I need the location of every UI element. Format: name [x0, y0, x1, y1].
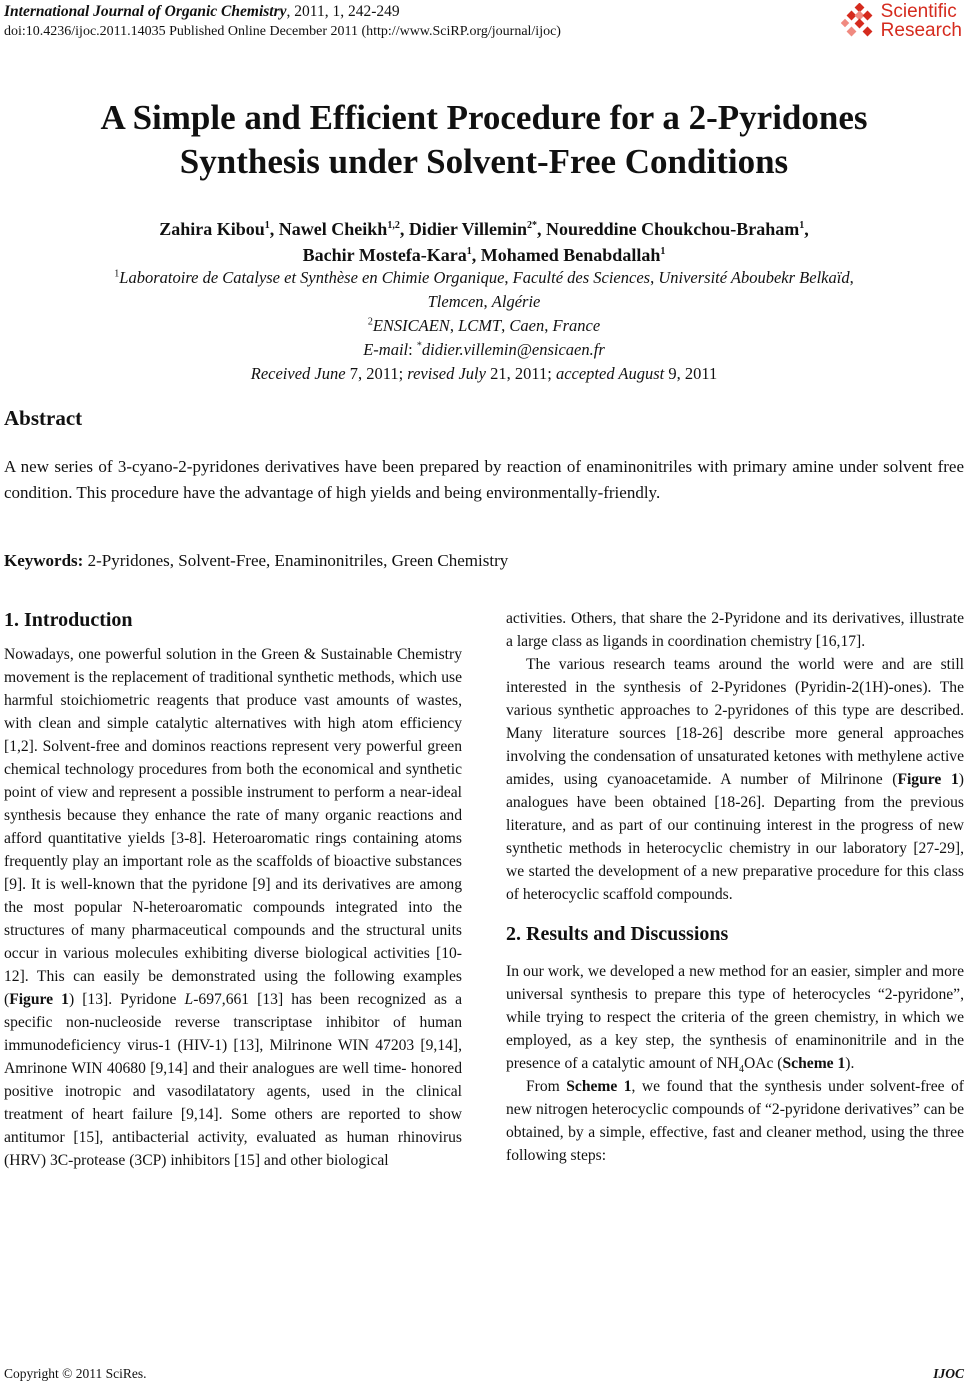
paper-title: [0, 96, 968, 184]
results-heading: 2. Results and Discussions: [506, 923, 729, 945]
text-run: ) analogues have been obtained [18-26]. Departing from the previous literature, and as part of our continuing interest in the progress of new synthetic methods in heterocyclic chemistry in our laboratory [27-29], we started the development of a new preparative procedure for this class of heterocyclic scaffold compounds.: [506, 771, 964, 903]
dates-line: [0, 362, 968, 386]
affiliations: [0, 266, 968, 386]
abstract-text: A new series of 3-cyano-2-pyridones derivatives have been prepared by reaction of enaminonitriles with primary amine under solvent free condition. This procedure have the advantage of high yields and being environmentally-friendly.: [4, 457, 964, 502]
title-line-2: Synthesis under Solvent-Free Conditions: [179, 142, 789, 181]
logo-text-scientific: Scientific: [880, 1, 957, 22]
author-name: Didier Villemin: [408, 219, 527, 239]
author-affiliation-mark: 1: [660, 246, 666, 257]
author-name: Nawel Cheikh: [278, 219, 388, 239]
doi-line: doi:10.4236/ijoc.2011.14035 Published Online December 2011 (http://www.SciRP.org/journal/ijoc): [4, 24, 561, 39]
text-run: In our work, we developed a new method for an easier, simpler and more universal synthesis to prepare this type of heterocycles “2-pyridone”, while trying to respect the criteria of the green chemistry, in which we employed, as a key step, the synthesis of enaminonitrile and in the presence of a catalytic amount of NH: [506, 963, 964, 1072]
affiliation-mark: 1: [114, 268, 120, 280]
intro-paragraph-2: [506, 653, 964, 906]
author-affiliation-mark: 2*: [526, 220, 537, 231]
email-line: E-mail: *didier.villemin@ensicaen.fr: [363, 340, 605, 359]
right-column: [506, 607, 964, 1167]
intro-paragraph-1: [4, 643, 462, 1172]
left-column: [4, 606, 462, 1172]
received-date: 7, 2011;: [345, 364, 408, 383]
abstract-heading: Abstract: [4, 406, 83, 430]
title-line-1: A Simple and Efficient Procedure for a 2-Pyridones: [100, 98, 868, 137]
keywords-text: 2-Pyridones, Solvent-Free, Enaminonitriles, Green Chemistry: [87, 551, 509, 570]
author-affiliation-mark: 1,2: [387, 220, 400, 231]
figure-reference[interactable]: Figure 1: [9, 991, 69, 1008]
journal-citation: , 2011, 1, 242-249: [286, 3, 400, 20]
affiliation-school: ENSICAEN: [372, 316, 450, 335]
author-name: Bachir Mostefa-Kara: [302, 245, 467, 265]
keywords-line: [4, 551, 508, 571]
journal-abbreviation: IJOC: [933, 1366, 964, 1381]
author-affiliation-mark: 1: [466, 246, 472, 257]
text-run: L: [184, 991, 194, 1008]
author-affiliation-mark: 1: [799, 220, 805, 231]
affiliation-2: $^2$ENSICAEN, LCMT, Caen, France: [367, 316, 601, 335]
text-run: The various research teams around the world were and are still interested in the synthesis of 2-Pyridones (Pyridin-2(1H)-ones). The various synthetic approaches to 2-pyridones of this type are described. Many literature sources [18-26] describe more general approaches involving the condensation of unsaturated ketones with methylene active amides, using cyanoacetamide. A number of Milrinone (: [506, 656, 964, 788]
running-header: [4, 2, 561, 42]
journal-name: International Journal of Organic Chemistry: [4, 3, 287, 20]
scheme-reference[interactable]: Scheme 1: [782, 1055, 846, 1072]
text-run: Nowadays, one powerful solution in the Green & Sustainable Chemistry movement is the replacement of traditional synthetic methods, which use harmful stoichiometric reagents that produce vast amounts of wastes, with clean and simple catalytic alternatives with high atom efficiency [1,2]. Solvent-free and dominos reactions represent very powerful green chemical technology procedures from both the economical and synthetic point of view and represent a possible instrument to perform a near-ideal synthesis because they enhance the rate of many organic reactions and afford quantitative yields [3-8]. Heteroaromatic rings containing atoms frequently play an important role as the scaffolds of bioactive substances [9]. It is well-known that the pyridone [9] and its derivatives are among the most popular N-heteroaromatic compounds integrated into the structures of many pharmaceutical compounds and the structural units occur in various molecules exhibiting diverse biological activities [10-12]. This can easily be demonstrated using the following examples (: [4, 646, 462, 1008]
affiliation-country: France: [552, 316, 601, 335]
results-paragraph-1: [506, 960, 964, 1075]
figure-reference[interactable]: Figure 1: [897, 771, 959, 788]
author-name: Zahira Kibou: [159, 219, 265, 239]
text-run: ) [13]. Pyridone: [68, 991, 185, 1008]
author-name: Noureddine Choukchou-Braham: [545, 219, 800, 239]
results-paragraph-2: [506, 1075, 964, 1167]
affiliation-city: Tlemcen: [427, 292, 484, 311]
text-run: OAc (: [743, 1055, 783, 1072]
affiliation-faculty: Faculté des Sciences: [512, 268, 651, 287]
affiliation-1: $^1$Laboratoire de Catalyse et Synthèse en Chimie Organique, Faculté des Sciences, Université Aboubekr Belkaïd,: [114, 268, 854, 287]
text-run: -697,661 [13] has been recognized as a specific non-nucleoside reverse transcriptase inhibitor of human immunodeficiency virus-1 (HIV-1) [13], Milrinone WIN 47203 [9,14], Amrinone WIN 40680 [9,14] and their analogues are well time- honored positive inotropic and vasodilatatory agents, used in the clinical treatment of heart failure [9,14]. Some others are reported to show antitumor [15], antibacterial activity, evaluated as human rhinovirus (HRV) 3C-protease (3CP) inhibitors [15] and other biological: [4, 991, 462, 1169]
accepted-label: accepted August: [555, 364, 665, 383]
text-run: , we found that the synthesis under solvent-free of new nitrogen heterocyclic compounds of “2-pyridone derivatives” can be obtained, by a simple, effective, fast and cleaner method, using the three following steps:: [506, 1078, 964, 1164]
revised-date: 21, 2011;: [485, 364, 556, 383]
received-label: Received June: [250, 364, 346, 383]
keywords-label: Keywords:: [4, 551, 84, 570]
affiliation-lab: LCMT: [458, 316, 502, 335]
logo-text-research: Research: [880, 20, 962, 41]
scirp-diamond-logo-icon: [841, 3, 877, 39]
text-run: ).: [845, 1055, 855, 1072]
revised-label: revised July: [407, 364, 486, 383]
page-footer: [4, 1366, 964, 1382]
text-run: From: [526, 1078, 567, 1095]
accepted-date: 9, 2011: [664, 364, 718, 383]
author-name: Mohamed Benabdallah: [480, 245, 661, 265]
author-list: Zahira Kibou$^1$, Nawel Cheikh$^{1,2}$, Didier Villemin$^{2*}$, Noureddine Choukchou-Braham$^1$, Bachir Mostefa-Kara$^1$, Mohamed Benabdallah$^1$: [159, 219, 809, 265]
affiliation-1-location: Tlemcen, Algérie: [427, 292, 541, 311]
introduction-heading: 1. Introduction: [4, 609, 133, 631]
affiliation-lab: Laboratoire de Catalyse et Synthèse en Chimie Organique: [119, 268, 505, 287]
publisher-logo: [841, 2, 962, 40]
subscript: 4: [738, 1064, 744, 1076]
copyright: Copyright © 2011 SciRes.: [4, 1366, 147, 1381]
corresponding-mark: *: [416, 340, 422, 352]
intro-paragraph-1-continued: activities. Others, that share the 2-Pyridone and its derivatives, illustrate a large class as ligands in coordination chemistry [16,17].: [506, 610, 964, 650]
affiliation-university: Université Aboubekr Belkaïd: [658, 268, 850, 287]
scheme-reference[interactable]: Scheme 1: [566, 1078, 632, 1095]
author-affiliation-mark: 1: [264, 220, 270, 231]
email-label: E-mail: [363, 340, 409, 359]
email-address[interactable]: didier.villemin@ensicaen.fr: [421, 340, 605, 359]
affiliation-mark: 2: [367, 316, 373, 328]
affiliation-country: Algérie: [491, 292, 541, 311]
affiliation-city: Caen: [509, 316, 545, 335]
